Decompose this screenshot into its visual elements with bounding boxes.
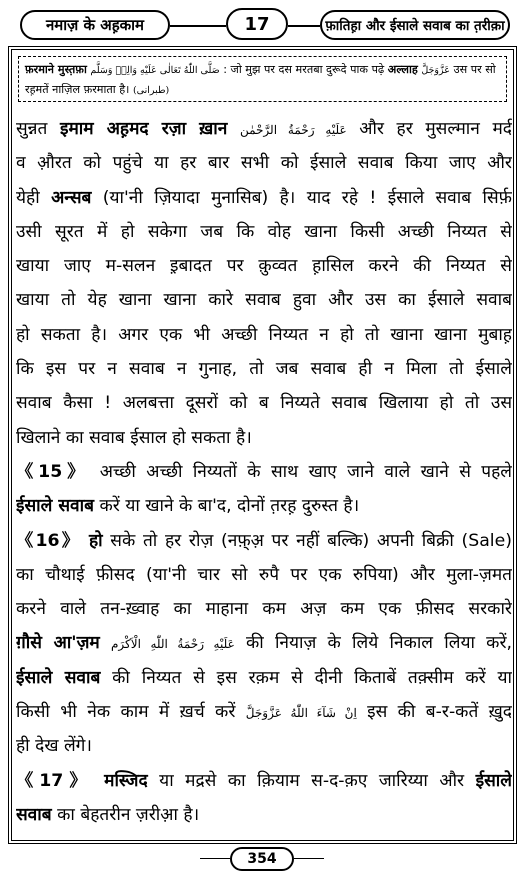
text-line: कि इस पर न सवाब न गुनाह, तो जब सवाब ही न मिला तो ईसाले: [16, 359, 512, 380]
text-line: का चौथाई फ़ीसद (या'नी चार सो रुपै पर एक रुपिया) और मुला-ज़मत: [16, 564, 512, 585]
text-span: किसी भी नेक काम में ख़र्च करें: [16, 702, 236, 723]
quote-text-3: रह़मतें नाज़िल फ़रमाता है।: [25, 83, 130, 96]
text-line: खाया तो येह खाना खाना कारे सवाब हुवा और उस का ईसाले सवाब: [16, 290, 512, 311]
bold-term: ईसाले सवाब: [16, 667, 101, 688]
text-span: सके तो हर रोज़ (नफ़्अ़ पर नहीं बल्कि) अपनी बिक्री (Sale): [110, 530, 512, 551]
point-number: 《17》: [16, 770, 93, 791]
page-frame: [8, 46, 517, 844]
text-span: और हर मुसल्मान मर्द: [359, 119, 512, 139]
text-span: का बेहतरीन ज़रीआ़ है।: [57, 804, 200, 825]
text-line: खाया जाए म-सलन इ़बादत पर क़ुव्वत ह़ासिल करने की निय्यत से: [16, 256, 512, 277]
quote-source: (طبرانی): [132, 85, 170, 96]
text-line: [16, 489, 512, 523]
text-line: हो सकता है। अगर एक भी अच्छी निय्यत न हो तो खाना खाना मुबाह़: [16, 324, 512, 345]
quote-arabic-salutation: صَلَّى اللّٰهُ تَعَالٰى عَلَيْهِ وَالِهٖ وَسَلَّم: [90, 65, 220, 76]
text-line: ही देख लेंगे।: [16, 736, 92, 757]
footer-divider-right: [294, 858, 324, 859]
quote-text-2: उस पर सो: [453, 63, 496, 76]
text-line: [16, 181, 512, 215]
text-line: व औ़रत को पहुंचे या हर बार सभी को ईसाले सवाब किया जाए और: [16, 153, 512, 174]
chapter-page-number: 17: [226, 8, 288, 40]
bold-term: हो: [88, 530, 103, 551]
bold-term: सवाब: [16, 804, 52, 825]
arabic-inshaallah: اِنْ شَآءَ اللّٰهُ عَزَّوَجَلَّ: [245, 706, 357, 721]
text-span: अच्छी अच्छी निय्यतों के साथ खाए जाने वाले खाने से पहले: [99, 461, 512, 482]
text-line: सवाब कैसा ! अलबत्ता दूसरों को ब निय्यते सवाब खिलाया हो तो उस: [16, 393, 512, 414]
text-span: करें या खाने के बा'द, दोनों त़रह़ दुरुस्त है।: [99, 496, 360, 517]
text-line: [16, 661, 512, 695]
arabic-honorific: عَلَيْهِ رَحْمَةُ الرَّحْمٰن: [239, 123, 347, 137]
text-span: (या'नी ज़ियादा मुनासिब) है। याद रहे ! ईसाले सवाब सिर्फ़: [102, 187, 512, 208]
text-line: करने वाले तन-ख़्वाह का माहाना कम अज़ कम एक फ़ीसद सरकारे: [16, 599, 512, 620]
book-title: नमाज़ के अह़काम: [20, 10, 170, 40]
text-span: येही: [16, 187, 40, 208]
text-span: या मद्रसे का क़ियाम स-द-क़ए जारिय्या और: [159, 770, 465, 791]
hadith-quote-box: [18, 56, 507, 102]
arabic-honorific: عَلَيْهِ رَحْمَةُ اللّٰهِ الْاَكْرَم: [110, 637, 235, 652]
bold-term: ईसाले सवाब: [16, 496, 95, 517]
text-line: खिलाने का सवाब ईसाल हो सकता है।: [16, 427, 252, 448]
quote-arabic-azzawajal: عَزَّوَجَلَّ: [421, 65, 450, 76]
text-line: [16, 798, 512, 832]
text-line: [16, 112, 512, 146]
point-number: 《15》: [16, 461, 90, 482]
chapter-title: फ़ातिह़ा और ईसाले सवाब का त़रीक़ा: [320, 10, 510, 40]
text-span: इस की ब-र-कतें ख़ुद: [367, 702, 512, 723]
bold-term: ग़ौसे आ'ज़म: [16, 633, 100, 654]
bold-term: अन्सब: [51, 187, 92, 208]
text-span: की निय्यत से इस रक़म से दीनी किताबें तक़्सीम करें या: [112, 667, 512, 688]
quote-allah: अल्लाह: [387, 63, 418, 76]
text-line: [16, 524, 512, 558]
page-number: 354: [230, 847, 294, 871]
footer-divider-left: [200, 858, 230, 859]
quote-heading: फ़रमाने मुस्त़फ़ा: [25, 63, 87, 76]
text-line: [16, 455, 512, 489]
text-line: [16, 626, 512, 660]
header-divider-right: [288, 25, 320, 27]
text-line: [16, 764, 512, 798]
quote-text-1: : जो मुझ पर दस मरतबा दुरूदे पाक पढ़े: [223, 63, 385, 76]
imam-name: इमाम अह़मद रज़ा ख़ान: [59, 119, 228, 139]
page-header: [8, 6, 517, 46]
header-divider-left: [170, 25, 226, 27]
bold-term: मस्जिद: [104, 770, 148, 791]
text-span: की नियाज़ के लिये निकाल लिया करें,: [245, 633, 512, 654]
text-line: [16, 695, 512, 729]
bold-term: ईसाले: [475, 770, 512, 791]
text-span: सुन्नत: [16, 119, 48, 139]
body-text: [16, 112, 512, 832]
point-number: 《16》: [16, 530, 82, 551]
text-line: उसी सूरत में हो सकेगा जब कि वोह खाना किसी अच्छी निय्यत से: [16, 221, 512, 242]
